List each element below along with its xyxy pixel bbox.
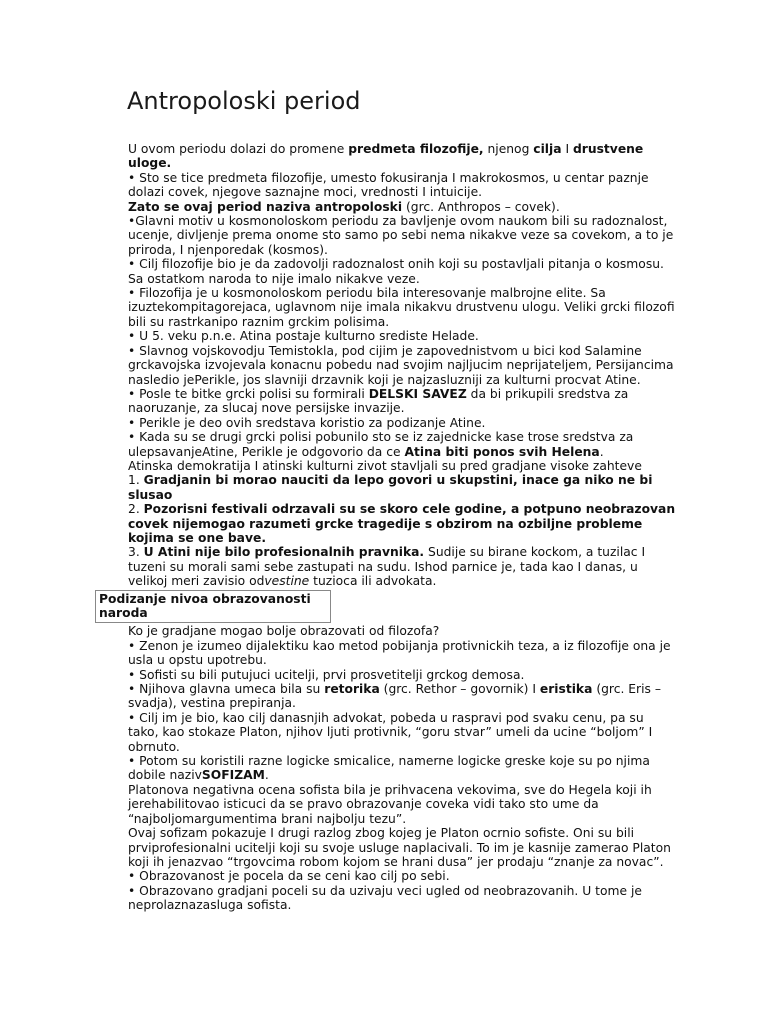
bold-run: Zato se ovaj period naziva antropoloski — [128, 199, 403, 214]
bold-run: SOFIZAM — [201, 768, 265, 783]
bold-run: U Atini nije bilo profesionalnih pravnika. — [143, 545, 425, 560]
paragraph: • Cilj filozofije bio je da zadovolji radoznalost onih koji su postavljali pitanja o kosmosu. Sa ostatkom naroda to nije imalo nikakve veze. — [128, 257, 664, 286]
paragraph: Atinska demokratija I atinski kulturni zivot stavljali su pred gradjane visoke zahteve — [128, 458, 642, 473]
paragraph-intro — [128, 142, 676, 171]
paragraph: Ko je gradjane mogao bolje obrazovati od filozofa? — [128, 624, 440, 639]
list-number: 1. — [128, 473, 144, 488]
paragraph — [128, 430, 676, 459]
paragraph: • Cilj im je bio, kao cilj danasnjih advokat, pobeda u raspravi pod svaku cenu, pa su tako, kao stokaze Platon, njihov ljuti protivnik, “goru stvar” umeli da ucine “boljom” I obrnuto. — [128, 710, 653, 754]
list-item — [128, 545, 676, 588]
text-run: • Kada su se drugi grcki polisi pobunilo sto se iz zajednicke kase trose sredstva za ulepsavanjeAtine, Perikle je odgovorio da ce — [128, 430, 634, 459]
paragraph: • Sofisti su bili putujuci ucitelji, prvi prosvetitelji grckog demosa. — [128, 667, 525, 682]
paragraph — [128, 200, 676, 214]
text-run: Sudije su birane kockom, a tuzilac I tuzeni su morali sami sebe zastupati na sudu. Ishod parnice je, tada kao I danas, u velikoj meri zavisio od — [128, 545, 646, 589]
paragraph: • Slavnog vojskovodju Temistokla, pod cijim je zapovednistvom u bici kod Salamine grckavojska izvojevala konacnu pobedu nad svojim najljucim neprijateljem, Persijancima nasledio jePerikle, jos slavniji drzavnik koji je najzasluzniji za kulturni procvat Atine. — [128, 343, 674, 387]
text-run: tuzioca ili advokata. — [309, 574, 437, 589]
bold-run: drustvene uloge. — [128, 142, 644, 171]
bold-run: predmeta filozofije, — [348, 142, 484, 156]
text-run: njenog — [483, 142, 534, 156]
paragraph: • Obrazovanost je pocela da se ceni kao cilj po sebi. — [128, 869, 450, 884]
bold-run: DELSKI SAVEZ — [368, 386, 467, 401]
paragraph — [128, 754, 676, 783]
section-heading-box: Podizanje nivoa obrazovanosti naroda — [95, 590, 331, 624]
paragraph: • U 5. veku p.n.e. Atina postaje kulturno srediste Helade. — [128, 329, 479, 344]
bold-run: Pozorisni festivali odrzavali su se skoro cele godine, a potpuno neobrazovan covek nijemogao razumeti grcke tragedije s obzirom na ozbiljne probleme kojima se one bave. — [128, 502, 676, 545]
text-run: da bi prikupili sredstva za naoruzanje, za slucaj nove persijske invazije. — [128, 386, 629, 416]
paragraph: •Glavni motiv u kosmonoloskom periodu za bavljenje ovom naukom bili su radoznalost, ucenje, divljenje prema onome sto samo po sebi nema nikakve veze sa covekom, a to je priroda, I njenporedak (kosmos). — [128, 214, 674, 257]
text-run: I — [561, 142, 573, 156]
bold-run: eristika — [539, 682, 593, 697]
paragraph: • Sto se tice predmeta filozofije, umesto fokusiranja I makrokosmos, u centar paznje dolazi covek, njegove saznajne moci, vrednosti I intuicije. — [128, 170, 649, 200]
text-run: . — [264, 768, 269, 783]
page-title: Antropoloski period — [127, 87, 361, 115]
text-run: (grc. Rethor – govornik) I — [379, 682, 540, 697]
text-run: (grc. Anthropos – covek). — [402, 199, 560, 214]
document-body — [99, 142, 676, 913]
paragraph: • Zenon je izumeo dijalektiku kao metod pobijanja protivnickih teza, a iz filozofije ona je usla u opstu upotrebu. — [128, 638, 671, 668]
list-item — [128, 502, 676, 545]
bold-run: Atina biti ponos svih Helena — [404, 444, 600, 459]
text-run: (grc. Eris – svadja), vestina prepiranja. — [128, 682, 661, 711]
text-run: • Potom su koristili razne logicke smicalice, namerne logicke greske koje su po njima dobile naziv — [128, 754, 650, 783]
paragraph — [128, 682, 676, 711]
text-run: • Njihova glavna umeca bila su — [128, 682, 325, 697]
list-item — [128, 473, 676, 502]
bold-run: retorika — [324, 682, 380, 697]
text-run: . — [599, 444, 604, 459]
paragraph: Platonova negativna ocena sofista bila je prihvacena vekovima, sve do Hegela koji ih jerehabilitovao isticuci da se pravo obrazovanje coveka vidi tako sto ume da “najboljomargumentima brani najbolju tezu”. — [128, 782, 652, 826]
paragraph: Ovaj sofizam pokazuje I drugi razlog zbog kojeg je Platon ocrnio sofiste. Oni su bili prviprofesionalni ucitelji koji su svoje usluge naplacivali. To im je kasnije zamerao Platon koji ih jenazvao “trgovcima robom kojom se hrani dusa” jer prodaju “znanje za novac”. — [128, 826, 671, 869]
bold-run: Gradjanin bi morao nauciti da lepo govori u skupstini, inace ga niko ne bi slusao — [128, 473, 653, 502]
paragraph: • Obrazovano gradjani poceli su da uzivaju veci ugled od neobrazovanih. U tome je neprolaznazasluga sofista. — [128, 883, 642, 913]
bold-run: cilja — [533, 142, 562, 156]
paragraph: • Perikle je deo ovih sredstava koristio za podizanje Atine. — [128, 415, 486, 430]
list-number: 3. — [128, 545, 144, 560]
list-number: 2. — [128, 502, 144, 517]
text-run: U ovom periodu dolazi do promene — [128, 142, 349, 156]
paragraph: • Filozofija je u kosmonoloskom periodu bila interesovanje malbrojne elite. Sa izuztekompitagorejaca, uglavnom nije imala nikakvu drustvenu ulogu. Veliki grcki filozofi bili su rastrkanipo raznim grckim polisima. — [128, 286, 675, 329]
text-run: • Posle te bitke grcki polisi su formirali — [128, 386, 369, 401]
italic-run: vestine — [264, 574, 310, 589]
paragraph — [128, 387, 676, 416]
